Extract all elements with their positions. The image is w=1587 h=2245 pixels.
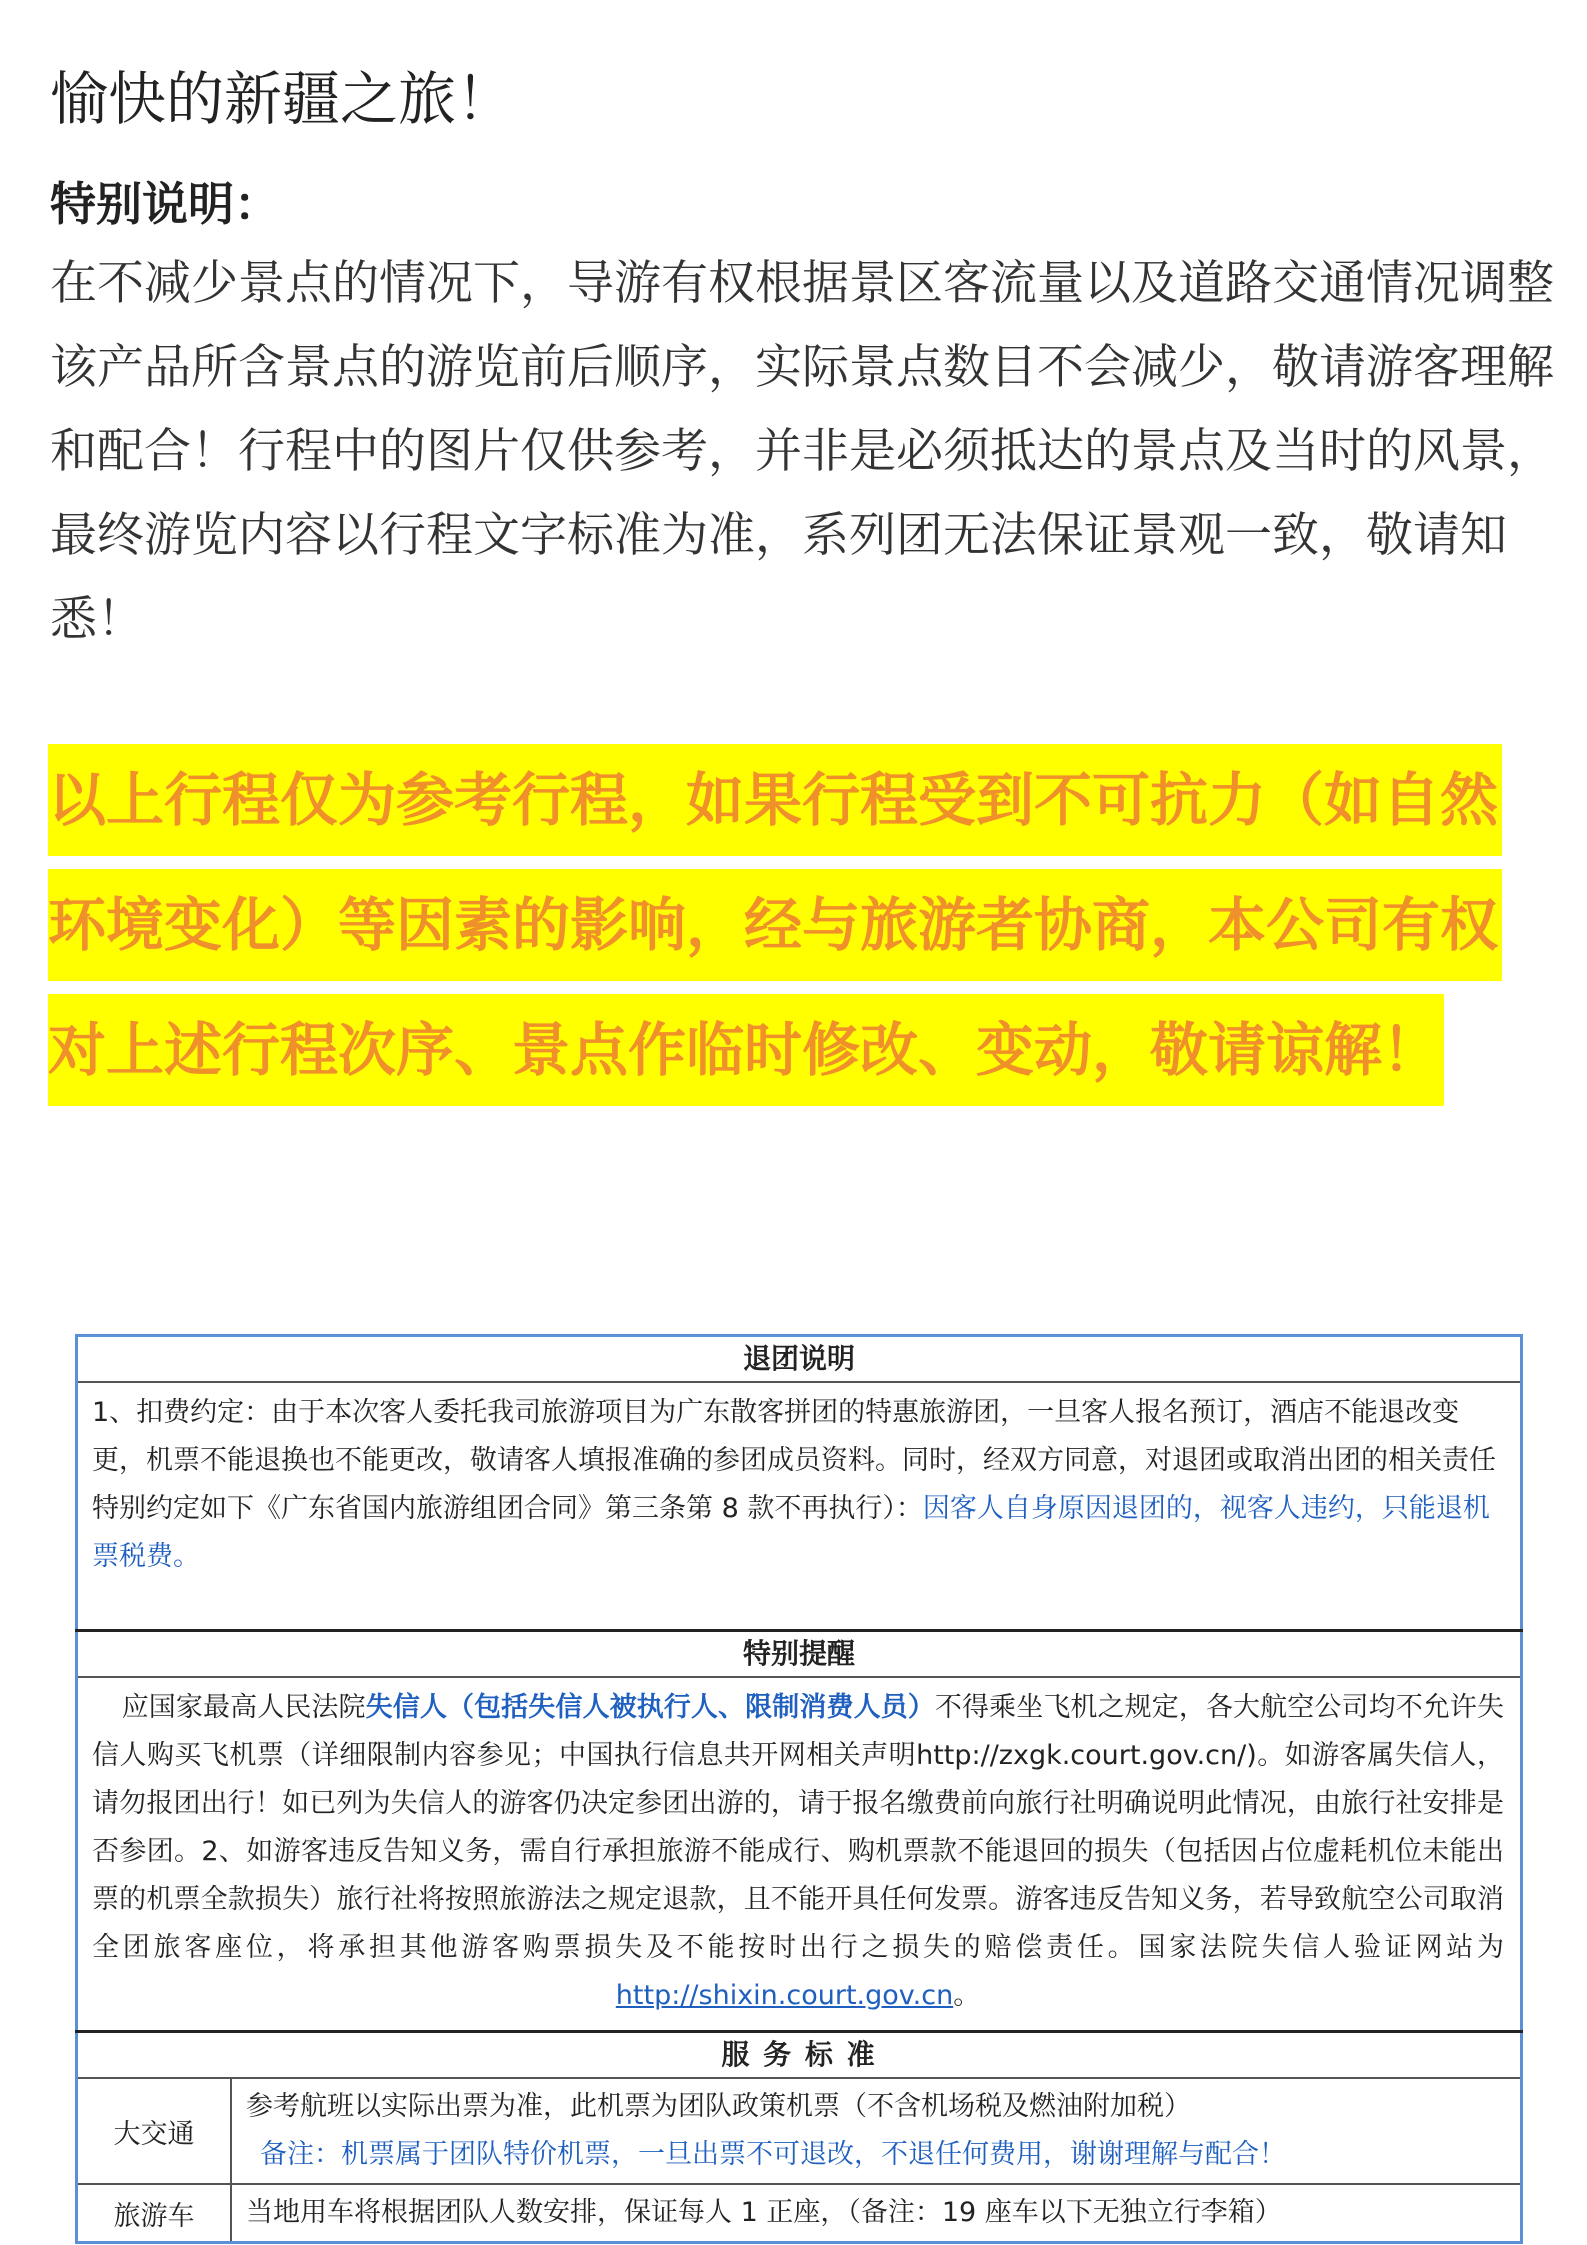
info-table <box>75 1334 1523 2244</box>
refund-text: 1、扣费约定：由于本次客人委托我司旅游项目为广东散客拼团的特惠旅游团，一旦客人报名预订，酒店不能退改变更，机票不能退换也不能更改，敬请客人填报准确的参团成员资料。同时，经双方同意，对退团或取消出团的相关责任特别约定如下《广东省国内旅游组团合同》第三条第 8 款不再执行）： <box>92 1397 1496 1524</box>
refund-highlight-text: 因客人自身原因退团的，视客人违约，只能退机票税费。 <box>92 1493 1490 1572</box>
refund-heading: 退团说明 <box>77 1336 1522 1383</box>
highlight-line: 以上行程仅为参考行程，如果行程受到不可抗力（如自然 <box>48 744 1502 856</box>
highlight-notice <box>48 744 1528 1119</box>
service-text-transport: 参考航班以实际出票为准，此机票为团队政策机票（不含机场税及燃油附加税） <box>246 2091 1191 2122</box>
service-note-transport: 备注：机票属于团队特价机票，一旦出票不可退改，不退任何费用，谢谢理解与配合！ <box>260 2139 1286 2170</box>
reminder-bold-text: 失信人（包括失信人被执行人、限制消费人员） <box>365 1692 935 1723</box>
reminder-heading: 特别提醒 <box>77 1631 1522 1678</box>
highlight-line: 环境变化）等因素的影响，经与旅游者协商，本公司有权 <box>48 869 1502 981</box>
service-label-transport: 大交通 <box>77 2078 232 2184</box>
service-heading-row <box>77 2032 1522 2079</box>
service-value-transport <box>231 2078 1522 2184</box>
page-title: 愉快的新疆之旅！ <box>50 65 515 133</box>
reminder-row <box>77 1677 1522 2032</box>
service-heading: 服 务 标 准 <box>77 2032 1522 2079</box>
special-notice-body: 在不减少景点的情况下，导游有权根据景区客流量以及道路交通情况调整该产品所含景点的游览前后顺序，实际景点数目不会减少，敬请游客理解和配合！行程中的图片仅供参考，并非是必须抵达的景点及当时的风景，最终游览内容以行程文字标准为准，系列团无法保证景观一致，敬请知悉！ <box>50 256 1554 647</box>
service-value-bus: 当地用车将根据团队人数安排，保证每人 1 正座，（备注：19 座车以下无独立行李箱） <box>231 2184 1522 2243</box>
service-row-bus <box>77 2184 1522 2243</box>
reminder-text-suffix: 。 <box>953 1980 981 2011</box>
shixin-link[interactable]: http://shixin.court.gov.cn <box>615 1980 954 2011</box>
refund-row <box>77 1382 1522 1631</box>
special-notice-heading: 特别说明： <box>50 177 280 231</box>
reminder-text-prefix: 应国家最高人民法院 <box>121 1692 366 1723</box>
refund-heading-row <box>77 1336 1522 1383</box>
refund-cell <box>77 1382 1522 1631</box>
highlight-line: 对上述行程次序、景点作临时修改、变动，敬请谅解！ <box>48 994 1444 1106</box>
reminder-cell <box>77 1677 1522 2032</box>
service-label-bus: 旅游车 <box>77 2184 232 2243</box>
service-row-transport <box>77 2078 1522 2184</box>
reminder-text-main: 不得乘坐飞机之规定，各大航空公司均不允许失信人购买飞机票（详细限制内容参见；中国执行信息共开网相关声明http://zxgk.court.gov.cn/)。如游客属失信人，请勿报团出行！如已列为失信人的游客仍决定参团出游的，请于报名缴费前向旅行社明确说明此情况，由旅行社安排是否参团。2、如游客违反告知义务，需自行承担旅游不能成行、购机票款不能退回的损失（包括因占位虚耗机位未能出票的机票全款损失）旅行社将按照旅游法之规定退款，且不能开具任何发票。游客违反告知义务，若导致航空公司取消全团旅客座位，将承担其他游客购票损失及不能按时出行之损失的赔偿责任。国家法院失信人验证网站为 <box>92 1692 1505 1963</box>
reminder-heading-row <box>77 1631 1522 1678</box>
